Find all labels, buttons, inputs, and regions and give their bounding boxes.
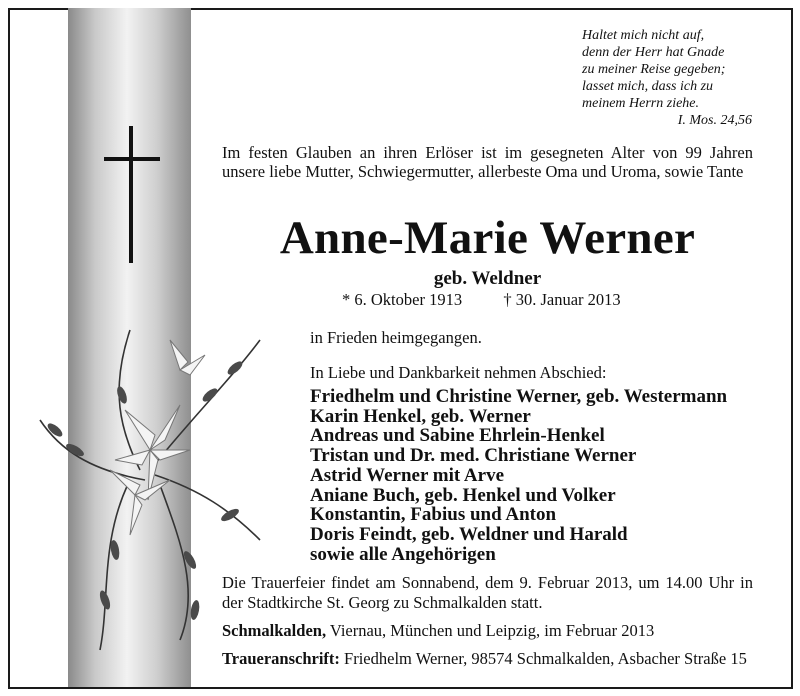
mourners-list [310, 387, 727, 564]
list-item: Konstantin, Fabius und Anton [310, 504, 557, 526]
mourning-address [222, 649, 747, 669]
maiden-name: geb. Weldner [433, 268, 542, 289]
verse-reference: I. Mos. 24,56 [677, 113, 752, 128]
verse-line: denn der Herr hat Gnade [582, 45, 725, 60]
place-rest: Viernau, München und Leipzig, im Februar 2013 [326, 621, 655, 640]
address-label: Traueranschrift: [222, 649, 340, 668]
verse-line: lasset mich, dass ich zu [582, 79, 714, 94]
list-item: Doris Feindt, geb. Weldner und Harald [310, 523, 628, 545]
cross-icon-bar [104, 157, 160, 161]
place-date-line [222, 621, 654, 641]
list-item: Astrid Werner mit Arve [310, 464, 505, 486]
list-item: sowie alle Angehörigen [310, 543, 496, 565]
list-item: Andreas und Sabine Ehrlein-Henkel [310, 425, 605, 447]
verse-line: Haltet mich nicht auf, [582, 28, 705, 43]
farewell-text: In Liebe und Dankbarkeit nehmen Abschied: [310, 363, 607, 382]
birth-date: * 6. Oktober 1913 [342, 290, 463, 309]
deceased-name: Anne-Marie Werner [279, 212, 696, 264]
bible-verse [582, 27, 752, 129]
place-bold: Schmalkalden, [222, 621, 327, 640]
list-item: Tristan und Dr. med. Christiane Werner [310, 445, 637, 467]
passed-text: in Frieden heimgegangen. [310, 328, 482, 347]
address-text: Friedhelm Werner, 98574 Schmalkalden, Asbacher Straße 15 [339, 649, 747, 668]
list-item: Karin Henkel, geb. Werner [310, 405, 531, 427]
list-item: Aniane Buch, geb. Henkel und Volker [310, 484, 616, 506]
service-info: Die Trauerfeier findet am Sonnabend, dem 9. Februar 2013, um 14.00 Uhr in der Stadtkirche St. Georg zu Schmalkalden statt. [222, 573, 753, 612]
life-dates [342, 290, 621, 310]
verse-line: meinem Herrn ziehe. [582, 96, 700, 111]
list-item: Friedhelm und Christine Werner, geb. Westermann [310, 386, 728, 407]
cross-icon [129, 126, 133, 263]
intro-text: Im festen Glauben an ihren Erlöser ist im gesegneten Alter von 99 Jahren unsere liebe Mutter, Schwiegermutter, allerbeste Oma und Uroma, sowie Tante [222, 143, 753, 181]
death-date: † 30. Januar 2013 [503, 290, 621, 309]
verse-line: zu meiner Reise gegeben; [582, 62, 726, 77]
